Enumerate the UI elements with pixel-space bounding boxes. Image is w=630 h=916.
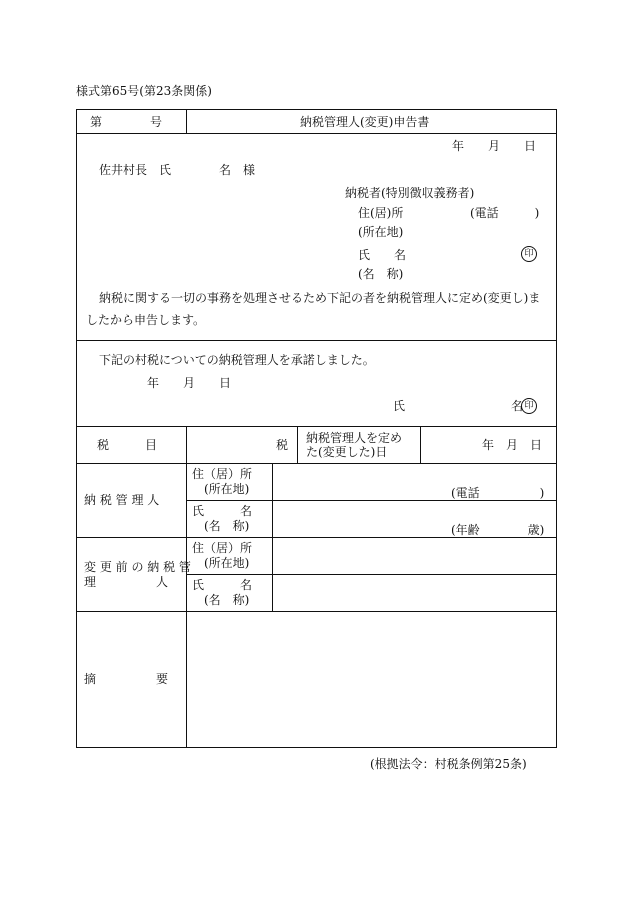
- taxpayer-seal: 印: [521, 246, 537, 262]
- prev-manager-address-label: 住（居）所: [192, 541, 253, 555]
- rule-prev-bottom: [76, 611, 557, 612]
- rule-manager-bottom: [76, 537, 557, 538]
- prev-manager-location-label: (所在地): [204, 556, 250, 570]
- date-top: 年 月 日: [452, 139, 537, 153]
- number-label: 第 号: [90, 115, 163, 129]
- taxpayer-location-label: (所在地): [358, 225, 404, 239]
- acceptance-name-label-b: 名: [511, 399, 524, 413]
- rule-header-bottom: [76, 133, 557, 134]
- acceptance-date: 年 月 日: [147, 376, 232, 390]
- rule-date-divider: [420, 426, 421, 464]
- addressee-name: 名 様: [219, 163, 256, 177]
- form-title: 納税管理人(変更)申告書: [300, 115, 430, 129]
- taxpayer-address-label: 住(居)所: [358, 206, 404, 220]
- tax-suffix: 税: [276, 438, 289, 452]
- rule-tax-suffix-divider: [297, 426, 298, 464]
- addressee-village: 佐井村長 氏: [99, 163, 172, 177]
- prev-manager-corp-name-label: (名 称): [204, 593, 250, 607]
- taxpayer-name-label: 氏 名: [358, 248, 407, 262]
- manager-corp-name-label: (名 称): [204, 519, 250, 533]
- acceptance-text: 下記の村税についての納税管理人を承諾しました。: [99, 353, 375, 367]
- prev-manager-label-1: 変 更 前 の 納 税 管: [84, 560, 191, 574]
- summary-label: 摘 要: [84, 672, 169, 686]
- rule-header-divider: [186, 109, 187, 134]
- prev-manager-name-label: 氏 名: [192, 578, 253, 592]
- rule-sublabel-column: [272, 463, 273, 612]
- manager-label: 納 税 管 理 人: [84, 493, 160, 507]
- declaration-line-1: 納税に関する一切の事務を処理させるため下記の者を納税管理人に定め(変更し)ま: [99, 291, 541, 305]
- rule-acceptance-bottom: [76, 426, 557, 427]
- rule-prev-mid: [186, 574, 557, 575]
- form-frame: [76, 109, 557, 748]
- appoint-date-value: 年 月 日: [482, 438, 543, 452]
- manager-age-label: (年齢 歳): [451, 523, 545, 537]
- legal-basis: (根拠法令：村税条例第25条): [370, 757, 527, 771]
- manager-phone-label: (電話 ): [451, 486, 545, 500]
- form-number: 様式第65号(第23条関係): [76, 84, 212, 98]
- manager-location-label: (所在地): [204, 482, 250, 496]
- declaration-line-2: したから申告します。: [86, 313, 206, 327]
- appoint-date-label-1: 納税管理人を定め: [306, 431, 403, 445]
- rule-taxitem-bottom: [76, 463, 557, 464]
- appoint-date-label-2: た(変更した)日: [306, 445, 388, 459]
- rule-manager-mid: [186, 500, 557, 501]
- manager-address-label: 住（居）所: [192, 467, 253, 481]
- taxpayer-phone-label: (電話 ): [470, 206, 540, 220]
- prev-manager-label-2: 理 人: [84, 575, 169, 589]
- taxpayer-corp-name-label: (名 称): [358, 267, 404, 281]
- rule-declaration-bottom: [76, 340, 557, 341]
- rule-label-column: [186, 426, 187, 747]
- taxpayer-label: 納税者(特別徴収義務者): [345, 186, 475, 200]
- acceptance-seal: 印: [521, 398, 537, 414]
- tax-item-label: 税 目: [97, 438, 158, 452]
- manager-name-label: 氏 名: [192, 504, 253, 518]
- acceptance-name-label-a: 氏: [393, 399, 406, 413]
